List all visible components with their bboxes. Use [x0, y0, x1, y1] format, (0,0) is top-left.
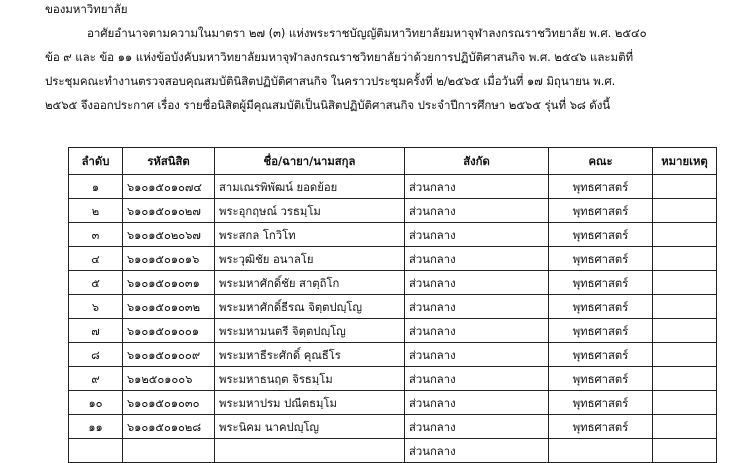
cell-name: พระอุกฤษณ์ วรธมฺโม [215, 199, 405, 223]
cell-name: พระนิคม นาคปญฺโญ [215, 415, 405, 439]
cell-order [69, 439, 123, 463]
cell-remark [653, 367, 717, 391]
cell-remark [653, 199, 717, 223]
cell-affiliation: ส่วนกลาง [405, 223, 549, 247]
table-row [69, 271, 717, 295]
cell-order: ๑ [69, 175, 123, 199]
cell-name: พระมหามนตรี จิตฺตปญฺโญ [215, 319, 405, 343]
cell-student-id: ๖๑๐๑๕๐๑๐๒๘ [123, 415, 215, 439]
table-row [69, 391, 717, 415]
cell-order: ๑๐ [69, 391, 123, 415]
cell-student-id: ๖๑๐๑๕๐๑๐๐๙ [123, 343, 215, 367]
cell-name: พระสกล โกวิโท [215, 223, 405, 247]
cell-remark [653, 319, 717, 343]
cell-name: พระมหาธีระศักดิ์ คุณธีโร [215, 343, 405, 367]
cell-faculty: พุทธศาสตร์ [549, 415, 653, 439]
cell-name: พระมหาปรม ปณีตธมฺโม [215, 391, 405, 415]
cell-affiliation: ส่วนกลาง [405, 319, 549, 343]
cell-order: ๘ [69, 343, 123, 367]
cell-remark [653, 439, 717, 463]
cell-name: พระมหาศักดิ์ชัย สาตฺถิโก [215, 271, 405, 295]
cell-name: สามเณรพิพัฒน์ ยอดย้อย [215, 175, 405, 199]
cell-name: พระมหาธนฤต จิรธมฺโม [215, 367, 405, 391]
paragraph-line-4: ๒๕๖๕ จึงออกประกาศ เรื่อง รายชื่อนิสิตผู้มีคุณสมบัติเป็นนิสิตปฏิบัติศาสนกิจ ประจำปีการศึกษา ๒๕๖๕ รุ่นที่ ๖๘ ดังนี้ [45, 98, 611, 112]
cell-faculty: พุทธศาสตร์ [549, 319, 653, 343]
cell-order: ๓ [69, 223, 123, 247]
cell-student-id: ๖๑๐๑๕๐๑๐๗๔ [123, 175, 215, 199]
cell-order: ๗ [69, 319, 123, 343]
cell-student-id: ๖๑๐๑๕๐๑๐๐๑ [123, 319, 215, 343]
cell-name: พระวุฒิชัย อนาลโย [215, 247, 405, 271]
cell-student-id [123, 439, 215, 463]
paragraph-line-0: ของมหาวิทยาลัย [45, 2, 128, 16]
cell-student-id: ๖๑๐๑๕๐๑๐๒๗ [123, 199, 215, 223]
header-student-id: รหัสนิสิต [123, 148, 215, 175]
table-row [69, 247, 717, 271]
table-header-row [69, 148, 717, 175]
cell-remark [653, 343, 717, 367]
cell-order: ๔ [69, 247, 123, 271]
cell-faculty: พุทธศาสตร์ [549, 247, 653, 271]
cell-affiliation: ส่วนกลาง [405, 439, 549, 463]
cell-name [215, 439, 405, 463]
header-affiliation: สังกัด [405, 148, 549, 175]
cell-student-id: ๖๑๐๑๕๐๑๐๑๖ [123, 247, 215, 271]
cell-affiliation: ส่วนกลาง [405, 199, 549, 223]
cell-affiliation: ส่วนกลาง [405, 175, 549, 199]
cell-affiliation: ส่วนกลาง [405, 367, 549, 391]
cell-faculty: พุทธศาสตร์ [549, 343, 653, 367]
cell-remark [653, 175, 717, 199]
table-row [69, 367, 717, 391]
cell-order: ๖ [69, 295, 123, 319]
table-row [69, 223, 717, 247]
cell-faculty: พุทธศาสตร์ [549, 199, 653, 223]
table-row [69, 175, 717, 199]
header-faculty: คณะ [549, 148, 653, 175]
cell-affiliation: ส่วนกลาง [405, 271, 549, 295]
header-name: ชื่อ/ฉายา/นามสกุล [215, 148, 405, 175]
cell-student-id: ๖๑๐๑๕๐๒๐๖๗ [123, 223, 215, 247]
table-body [69, 175, 717, 463]
table-row [69, 319, 717, 343]
student-table [68, 147, 717, 463]
cell-remark [653, 391, 717, 415]
cell-order: ๕ [69, 271, 123, 295]
cell-remark [653, 271, 717, 295]
table-row [69, 295, 717, 319]
cell-student-id: ๖๑๒๕๐๑๐๐๖ [123, 367, 215, 391]
cell-affiliation: ส่วนกลาง [405, 295, 549, 319]
cell-remark [653, 415, 717, 439]
cell-affiliation: ส่วนกลาง [405, 415, 549, 439]
cell-affiliation: ส่วนกลาง [405, 343, 549, 367]
cell-student-id: ๖๑๐๑๕๐๑๐๓๐ [123, 391, 215, 415]
cell-remark [653, 223, 717, 247]
table-row [69, 415, 717, 439]
header-order: ลำดับ [69, 148, 123, 175]
cell-remark [653, 247, 717, 271]
cell-faculty: พุทธศาสตร์ [549, 271, 653, 295]
cell-student-id: ๖๑๐๑๕๐๑๐๓๒ [123, 295, 215, 319]
header-remark: หมายเหตุ [653, 148, 717, 175]
table-row [69, 199, 717, 223]
cell-order: ๙ [69, 367, 123, 391]
cell-faculty: พุทธศาสตร์ [549, 391, 653, 415]
cell-faculty [549, 439, 653, 463]
cell-faculty: พุทธศาสตร์ [549, 175, 653, 199]
cell-name: พระมหาศักดิ์ธีรณ จิตฺตปญฺโญ [215, 295, 405, 319]
paragraph-line-2: ข้อ ๙ และ ข้อ ๑๑ แห่งข้อบังคับมหาวิทยาลัยมหาจุฬาลงกรณราชวิทยาลัยว่าด้วยการปฏิบัติศาสนกิจ พ.ศ. ๒๕๔๖ และมติที่ [45, 50, 634, 64]
paragraph-line-1: อาศัยอำนาจตามความในมาตรา ๒๗ (๓) แห่งพระราชบัญญัติมหาวิทยาลัยมหาจุฬาลงกรณราชวิทยาลัย พ.ศ. ๒๕๔๐ [87, 26, 647, 40]
cell-student-id: ๖๑๐๑๕๐๑๐๓๑ [123, 271, 215, 295]
cell-faculty: พุทธศาสตร์ [549, 295, 653, 319]
cell-affiliation: ส่วนกลาง [405, 247, 549, 271]
cell-order: ๑๑ [69, 415, 123, 439]
table-row [69, 343, 717, 367]
cell-faculty: พุทธศาสตร์ [549, 367, 653, 391]
cell-faculty: พุทธศาสตร์ [549, 223, 653, 247]
cell-remark [653, 295, 717, 319]
cell-order: ๒ [69, 199, 123, 223]
cell-affiliation: ส่วนกลาง [405, 391, 549, 415]
table-row [69, 439, 717, 463]
paragraph-line-3: ประชุมคณะทำงานตรวจสอบคุณสมบัตินิสิตปฏิบัติศาสนกิจ ในคราวประชุมครั้งที่ ๒/๒๕๖๕ เมื่อวันที่ ๑๗ มิถุนายน พ.ศ. [45, 74, 616, 88]
